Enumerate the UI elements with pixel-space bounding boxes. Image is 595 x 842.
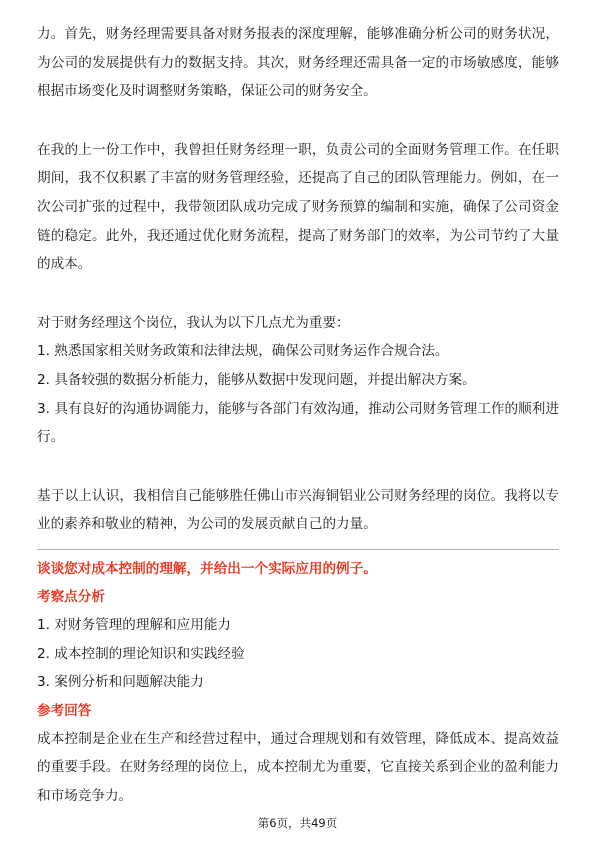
question-section (37, 555, 559, 811)
analysis-title: 考察点分析 (37, 589, 105, 605)
paragraph-intro-1: 力。首先，财务经理需要具备对财务报表的深度理解，能够准确分析公司的财务状况，为公司的发展提供有力的数据支持。其次，财务经理还需具备一定的市场敏感度，能够根据市场变化及时调整财务策略，保证公司的财务安全。 (37, 26, 559, 100)
question-text: 谈谈您对成本控制的理解，并给出一个实际应用的例子。 (37, 561, 377, 577)
focus-item-3: 3. 具有良好的沟通协调能力，能够与各部门有效沟通，推动公司财务管理工作的顺利进行。 (37, 400, 559, 446)
analysis-item-1: 1. 对财务管理的理解和应用能力 (37, 617, 232, 633)
page-footer: 第6页，共49页 (257, 816, 338, 830)
body-content (37, 20, 559, 539)
paragraph-intro-2: 在我的上一份工作中，我曾担任财务经理一职，负责公司的全面财务管理工作。在任职期间，我不仅积累了丰富的财务管理经验，还提高了自己的团队管理能力。例如，在一次公司扩张的过程中，我带领团队成功完成了财务预算的编制和实施，确保了公司资金链的稳定。此外，我还通过优化财务流程，提高了财务部门的效率，为公司节约了大量的成本。 (37, 141, 559, 273)
answer-title: 参考回答 (37, 702, 92, 719)
focus-intro: 对于财务经理这个岗位，我认为以下几点尤为重要： (37, 314, 350, 331)
analysis-item-2: 2. 成本控制的理论知识和实践经验 (37, 645, 245, 662)
answer-text: 成本控制是企业在生产和经营过程中，通过合理规划和有效管理，降低成本、提高效益的重要手段。在财务经理的岗位上，成本控制尤为重要，它直接关系到企业的盈利能力和市场竞争力。 (37, 730, 559, 804)
section-divider (37, 549, 559, 550)
paragraph-conclusion: 基于以上认识，我相信自己能够胜任佛山市兴海铜铝业公司财务经理的岗位。我将以专业的素养和敬业的精神，为公司的发展贡献自己的力量。 (37, 487, 559, 533)
focus-item-2: 2. 具备较强的数据分析能力，能够从数据中发现问题，并提出解决方案。 (37, 371, 476, 388)
analysis-item-3: 3. 案例分析和问题解决能力 (37, 674, 204, 691)
focus-item-1: 1. 熟悉国家相关财务政策和法律法规，确保公司财务运作合规合法。 (37, 343, 449, 360)
